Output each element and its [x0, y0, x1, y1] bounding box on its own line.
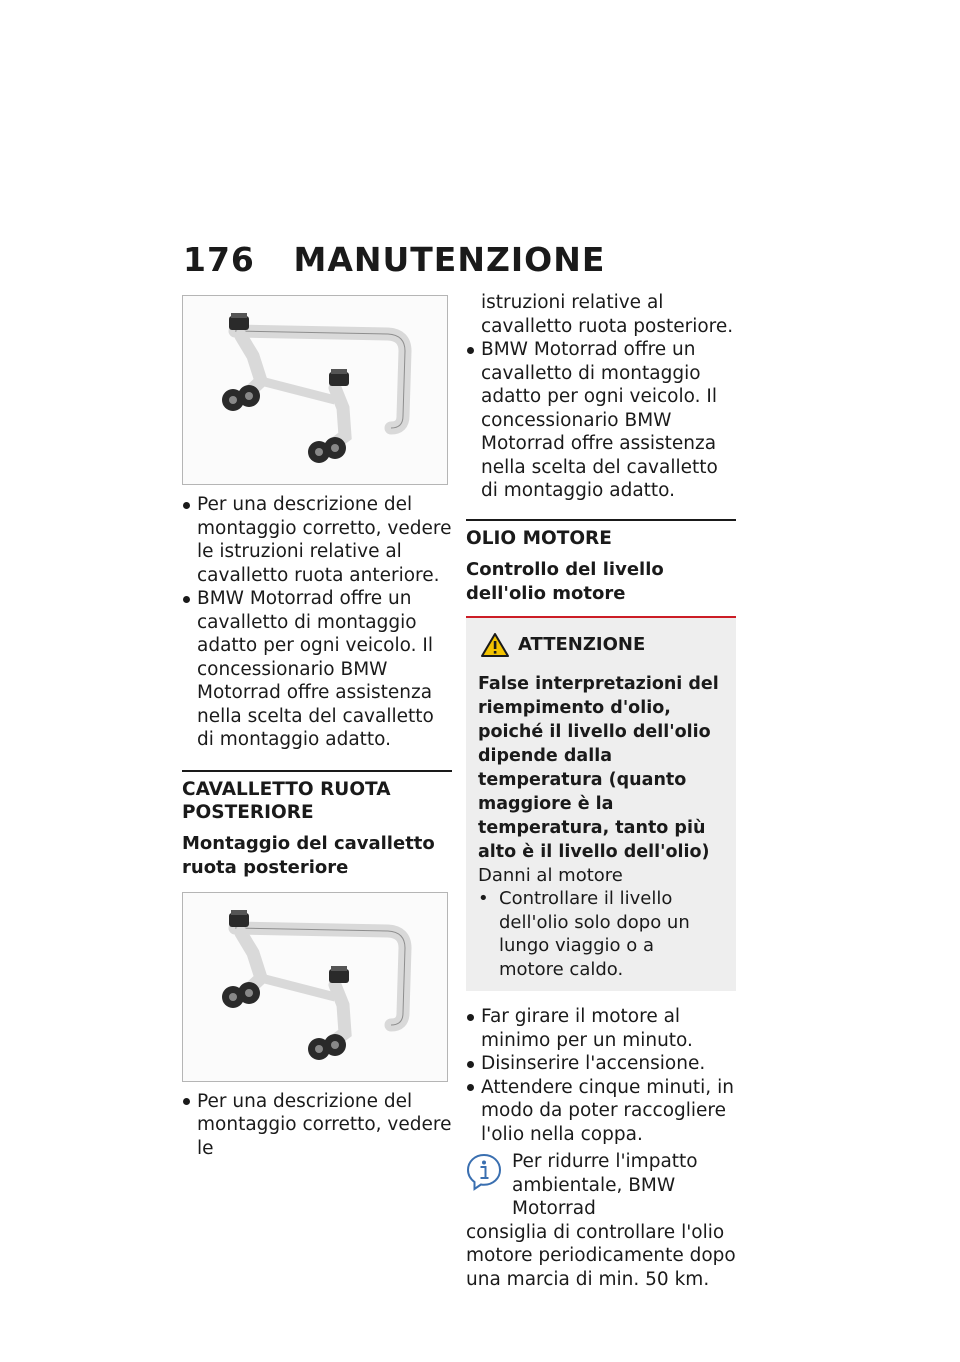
warning-action-text: Controllare il livello dell'olio solo dopo un lungo viaggio o a motore caldo. — [499, 888, 690, 980]
rear-stand-image — [183, 893, 448, 1082]
continued-text: istruzioni relative al cavalletto ruota posteriore. — [481, 292, 734, 337]
stand-illustration-1 — [182, 295, 448, 485]
bullet-glyph: • — [478, 888, 489, 909]
warning-consequence: Danni al motore — [478, 864, 623, 886]
left-column — [182, 295, 452, 1160]
right-column — [466, 291, 736, 1291]
list-item: Per una descrizione del montaggio corretto, vedere le — [182, 1090, 452, 1161]
warning-header — [478, 632, 724, 658]
warning-label: ATTENZIONE — [518, 633, 646, 655]
info-text-rest: consiglia di controllare l'olio motore periodicamente dopo una marcia di min. 50 km. — [466, 1221, 736, 1290]
sub-heading: Montaggio del cavalletto ruota posteriore — [182, 832, 435, 878]
chapter-title: MANUTENZIONE — [293, 240, 606, 279]
info-icon — [466, 1153, 502, 1198]
bullet-list — [466, 1005, 736, 1146]
rear-stand-image — [183, 296, 448, 485]
info-text-first: Per ridurre l'impatto ambientale, BMW Motorrad — [512, 1151, 698, 1219]
section-heading: CAVALLETTO RUOTA POSTERIORE — [182, 770, 452, 824]
bullet-list — [182, 1090, 452, 1161]
section-heading: OLIO MOTORE — [466, 519, 736, 550]
page-number: 176 — [183, 240, 255, 279]
list-item: Disinserire l'accensione. — [466, 1052, 736, 1076]
list-item: Per una descrizione del montaggio corretto, vedere le istruzioni relative al cavalletto ruota anteriore. — [182, 493, 452, 587]
list-item: Far girare il motore al minimo per un minuto. — [466, 1005, 736, 1052]
list-item: Attendere cinque minuti, in modo da poter raccogliere l'olio nella coppa. — [466, 1076, 736, 1147]
page-header — [183, 240, 605, 279]
bullet-list — [466, 338, 736, 503]
bullet-list — [182, 493, 452, 752]
stand-illustration-2 — [182, 892, 448, 1082]
warning-action — [478, 887, 724, 981]
list-item: BMW Motorrad offre un cavalletto di montaggio adatto per ogni veicolo. Il concessionario BMW Motorrad offre assistenza nella scelta del cavalletto di montaggio adatto. — [182, 587, 452, 752]
warning-triangle-icon — [480, 632, 510, 658]
list-item: BMW Motorrad offre un cavalletto di montaggio adatto per ogni veicolo. Il concessionario BMW Motorrad offre assistenza nella scelta del cavalletto di montaggio adatto. — [466, 338, 736, 503]
warning-box — [466, 616, 736, 992]
warning-title: False interpretazioni del riempimento d'olio, poiché il livello dell'olio dipende dalla temperatura (quanto maggiore è la temperatura, tanto più alto è il livello dell'olio) — [478, 673, 719, 862]
sub-heading: Controllo del livello dell'olio motore — [466, 558, 664, 604]
info-note — [466, 1150, 736, 1291]
